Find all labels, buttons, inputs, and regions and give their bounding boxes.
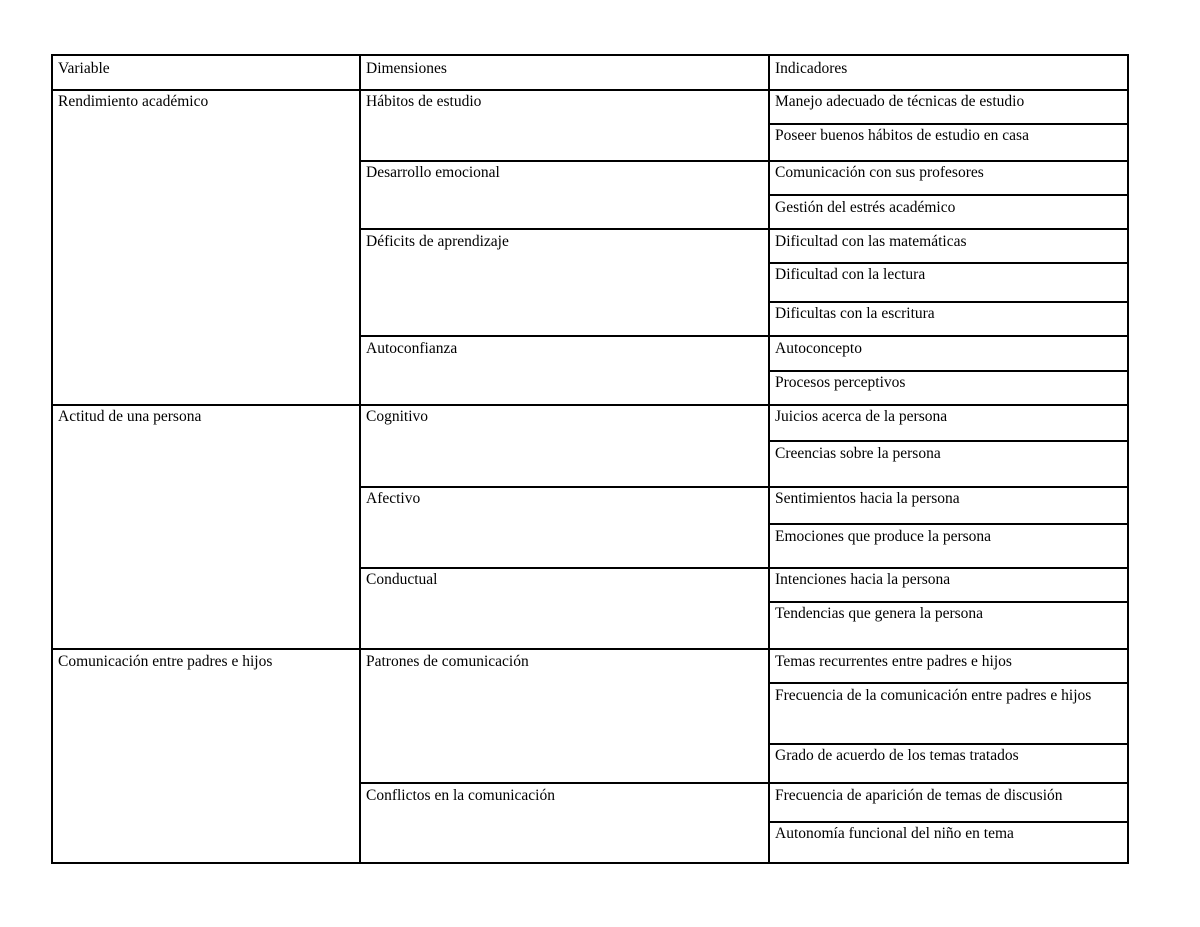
dimension-cell: Conflictos en la comunicación [366, 787, 555, 804]
operationalization-table [51, 54, 1129, 864]
dimension-cell: Autoconfianza [366, 340, 458, 357]
dimension-cell: Déficits de aprendizaje [366, 233, 509, 250]
dimension-cell: Patrones de comunicación [366, 653, 529, 670]
row-divider [359, 335, 1127, 337]
indicator-cell: Autonomía funcional del niño en tema [775, 825, 1014, 842]
header-variable: Variable [58, 60, 110, 77]
column-divider [768, 56, 770, 862]
indicator-cell: Emociones que produce la persona [775, 528, 992, 545]
variable-cell: Rendimiento académico [58, 93, 209, 110]
indicator-cell: Comunicación con sus profesores [775, 164, 984, 181]
header-dimensions: Dimensiones [366, 60, 447, 77]
row-divider [359, 782, 1127, 784]
indicator-cell: Tendencias que genera la persona [775, 605, 984, 622]
indicator-cell: Frecuencia de aparición de temas de discusión [775, 787, 1063, 804]
dimension-cell: Cognitivo [366, 408, 429, 425]
dimension-cell: Hábitos de estudio [366, 93, 482, 110]
row-divider [768, 682, 1127, 684]
indicator-cell: Gestión del estrés académico [775, 199, 956, 216]
indicator-cell: Manejo adecuado de técnicas de estudio [775, 93, 1025, 110]
row-divider [768, 194, 1127, 196]
row-divider [768, 523, 1127, 525]
indicator-cell: Autoconcepto [775, 340, 862, 357]
indicator-cell: Sentimientos hacia la persona [775, 490, 960, 507]
indicator-cell: Frecuencia de la comunicación entre padres e hijos [775, 687, 1092, 704]
dimension-cell: Desarrollo emocional [366, 164, 500, 181]
variable-divider [53, 648, 1127, 650]
indicator-cell: Juicios acerca de la persona [775, 408, 948, 425]
indicator-cell: Grado de acuerdo de los temas tratados [775, 747, 1019, 764]
column-divider [359, 56, 361, 862]
variable-cell: Comunicación entre padres e hijos [58, 653, 273, 670]
indicator-cell: Dificultad con las matemáticas [775, 233, 967, 250]
indicator-cell: Intenciones hacia la persona [775, 571, 951, 588]
indicator-cell: Poseer buenos hábitos de estudio en casa [775, 127, 1029, 144]
indicator-cell: Temas recurrentes entre padres e hijos [775, 653, 1012, 670]
indicator-cell: Dificultas con la escritura [775, 305, 935, 322]
row-divider [359, 228, 1127, 230]
header-indicators: Indicadores [775, 60, 848, 77]
indicator-cell: Procesos perceptivos [775, 374, 906, 391]
dimension-cell: Afectivo [366, 490, 421, 507]
indicator-cell: Creencias sobre la persona [775, 445, 941, 462]
variable-cell: Actitud de una persona [58, 408, 202, 425]
dimension-cell: Conductual [366, 571, 438, 588]
row-divider [768, 440, 1127, 442]
indicator-cell: Dificultad con la lectura [775, 266, 926, 283]
